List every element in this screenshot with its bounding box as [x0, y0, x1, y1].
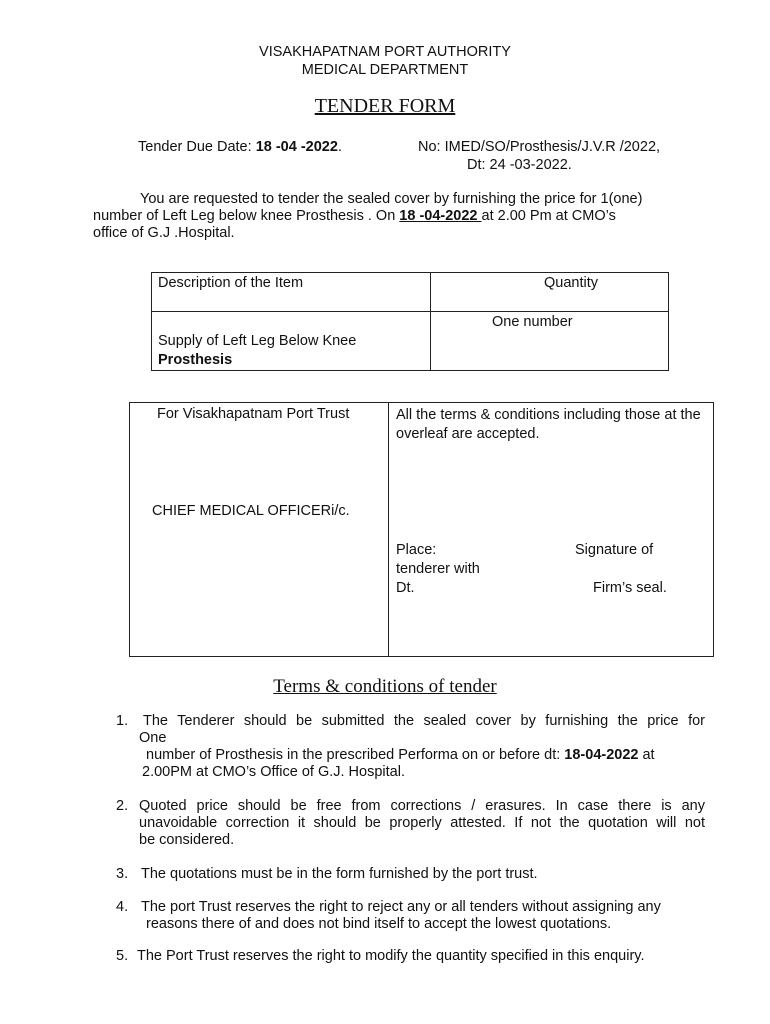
term-2-line-1: Quoted price should be free from corrections / erasures. In case there is any: [139, 798, 705, 814]
term-2-line-3: be considered.: [139, 832, 235, 848]
term-1-line-3: 2.00PM at CMO’s Office of G.J. Hospital.: [142, 764, 405, 780]
term-1-line-1: The Tenderer should be submitted the sealed cover by furnishing the price for: [143, 713, 705, 729]
due-date-value: 18 -04 -2022: [255, 139, 338, 155]
due-date-line: [138, 139, 342, 155]
org-name: VISAKHAPATNAM PORT AUTHORITY: [259, 44, 511, 60]
term-5-text: The Port Trust reserves the right to modify the quantity specified in this enquiry.: [137, 948, 645, 964]
item-quantity: One number: [492, 314, 573, 330]
place-label: Place:: [396, 542, 437, 558]
firm-seal-label: Firm’s seal.: [593, 580, 667, 596]
item-description: Supply of Left Leg Below Knee: [158, 333, 357, 349]
term-3-number: 3.: [116, 866, 129, 882]
terms-heading: Terms & conditions of tender: [273, 676, 497, 697]
reference-number: No: IMED/SO/Prosthesis/J.V.R /2022,: [418, 139, 661, 155]
signature-of-label: Signature of: [575, 542, 654, 558]
term-2-number: 2.: [116, 798, 129, 814]
chief-medical-officer: CHIEF MEDICAL OFFICERi/c.: [152, 503, 350, 519]
intro-line-2-text: number of Left Leg below knee Prosthesis . On: [93, 208, 400, 224]
term-3-text: The quotations must be in the form furnished by the port trust.: [141, 866, 538, 882]
reference-date: Dt: 24 -03-2022.: [467, 157, 572, 173]
term-2-line-2: unavoidable correction it should be properly attested. If not the quotation will not: [139, 815, 705, 831]
item-name: Prosthesis: [158, 352, 233, 368]
term-1-number: 1.: [116, 713, 129, 729]
term-1-line-1b: One: [139, 730, 167, 746]
term-1-line-2-text: number of Prosthesis in the prescribed Performa on or before dt:: [146, 747, 565, 763]
intro-date: 18 -04-2022: [399, 208, 482, 224]
intro-line-2: [93, 208, 616, 224]
item-col-header-description: Description of the Item: [158, 275, 304, 291]
due-date-dot: .: [337, 139, 342, 155]
term-4-line-1: The port Trust reserves the right to reject any or all tenders without assigning any: [141, 899, 661, 915]
intro-line-1: You are requested to tender the sealed cover by furnishing the price for 1(one): [140, 191, 643, 207]
term-4-line-2: reasons there of and does not bind itself to accept the lowest quotations.: [146, 916, 612, 932]
document-title: TENDER FORM: [314, 95, 456, 117]
due-date-label: Tender Due Date:: [138, 139, 252, 155]
terms-accepted-text: All the terms & conditions including those at the overleaf are accepted.: [396, 407, 701, 442]
term-1-date: 18-04-2022: [564, 747, 639, 763]
item-table-row-divider: [151, 311, 669, 312]
tenderer-with-label: tenderer with: [396, 561, 480, 577]
dept-name: MEDICAL DEPARTMENT: [301, 62, 469, 78]
term-4-number: 4.: [116, 899, 129, 915]
item-table-col-divider: [430, 272, 431, 371]
port-trust-label: For Visakhapatnam Port Trust: [157, 406, 350, 422]
item-col-header-quantity: Quantity: [544, 275, 598, 291]
signature-table-divider: [388, 402, 389, 657]
term-1-line-2: [146, 747, 655, 763]
intro-line-3: office of G.J .Hospital.: [93, 225, 235, 241]
item-description-bold: [158, 352, 232, 368]
term-5-number: 5.: [116, 948, 129, 964]
term-1-line-2-tail: at: [638, 747, 655, 763]
intro-line-2-tail: at 2.00 Pm at CMO’s: [481, 208, 616, 224]
date-label: Dt.: [396, 580, 415, 596]
